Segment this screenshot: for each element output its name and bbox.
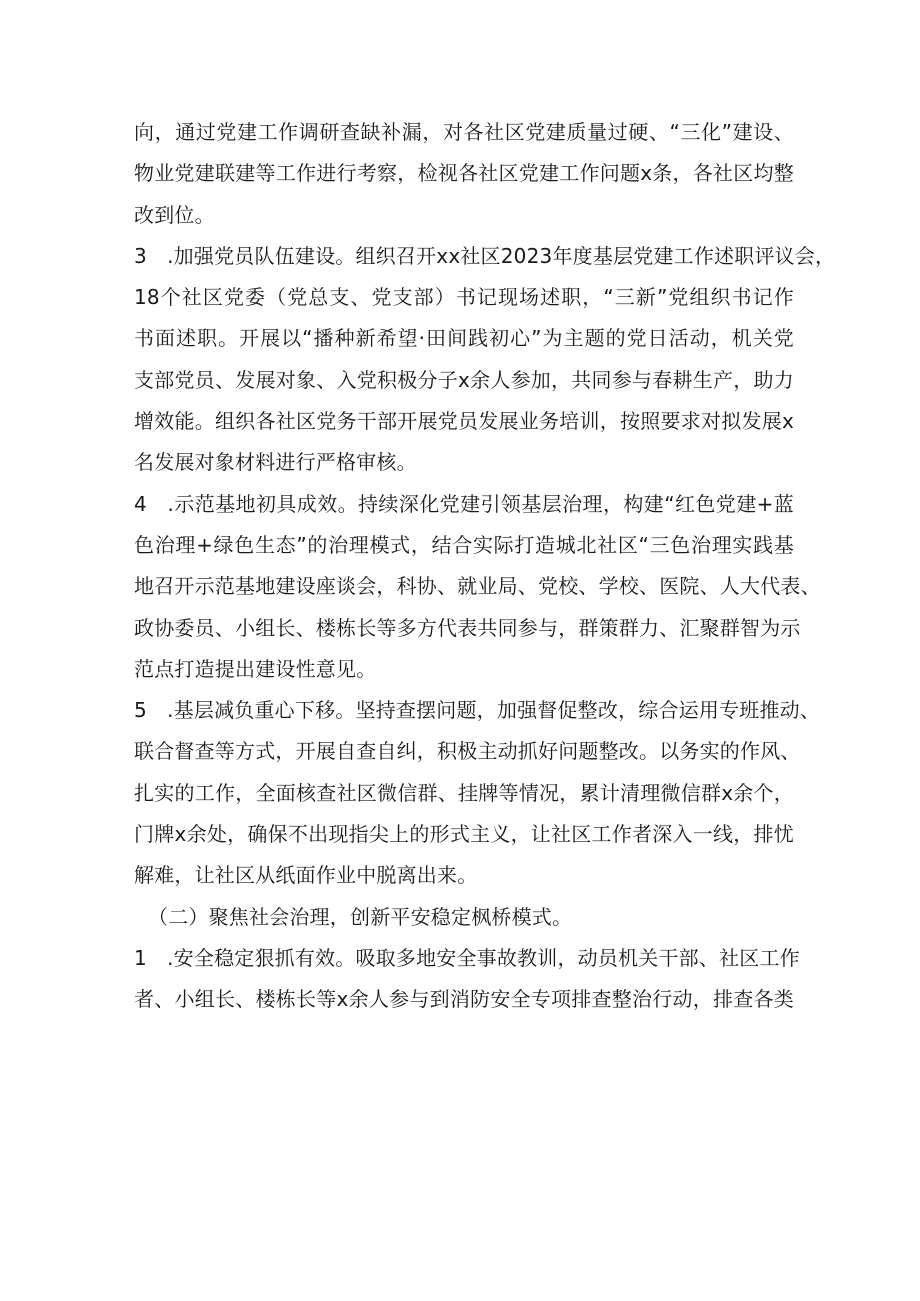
text-line: 1 .安全稳定狠抓有效。吸取多地安全事故教训，动员机关干部、社区工作 (134, 945, 800, 970)
paragraph-item-5 (134, 690, 821, 896)
text-line: 解难，让社区从纸面作业中脱离出来。 (134, 863, 478, 888)
text-line: 范点打造提出建设性意见。 (134, 656, 377, 681)
text-line: 扎实的工作，全面核查社区微信群、挂牌等情况，累计清理微信群x余个， (134, 780, 794, 805)
text-line: 改到位。 (134, 202, 215, 227)
text-line: 4 .示范基地初具成效。持续深化党建引领基层治理，构建“红色党建+蓝 (134, 491, 794, 516)
text-line: 向，通过党建工作调研查缺补漏，对各社区党建质量过硬、“三化”建设、 (134, 120, 794, 144)
text-line: 色治理+绿色生态”的治理模式，结合实际打造城北社区“三色治理实践基 (134, 532, 794, 557)
text-line: 政协委员、小组长、楼栋长等多方代表共同参与，群策群力、汇聚群智为示 (134, 615, 801, 640)
paragraph-item-3 (134, 236, 836, 484)
text-line: 物业党建联建等工作进行考察，检视各社区党建工作问题x条，各社区均整 (134, 161, 794, 186)
heading-line: （二）聚焦社会治理，创新平安稳定枫桥模式。 (148, 904, 573, 929)
section-heading (134, 897, 794, 938)
text-line: 支部党员、发展对象、入党积极分子x余人参加，共同参与春耕生产，助力 (134, 367, 794, 392)
text-line: 者、小组长、楼栋长等x余人参与到消防安全专项排查整治行动，排查各类 (134, 987, 794, 1012)
text-line: 增效能。组织各社区党务干部开展党员发展业务培训，按照要求对拟发展x (134, 409, 794, 434)
text-line: 地召开示范基地建设座谈会，科协、就业局、党校、学校、医院、人大代表、 (134, 574, 821, 599)
text-line: 门牌x余处，确保不出现指尖上的形式主义，让社区工作者深入一线，排忧 (134, 822, 794, 847)
text-line: 3 .加强党员队伍建设。组织召开xx社区2023年度基层党建工作述职评议会， (134, 243, 836, 268)
text-line: 5 .基层减负重心下移。坚持查摆问题，加强督促整改，综合运用专班推动、 (134, 698, 821, 723)
text-line: 书面述职。开展以“播种新希望·田间践初心”为主题的党日活动，机关党 (134, 326, 794, 351)
paragraph-item-1 (134, 938, 800, 1021)
text-line: 联合督查等方式，开展自查自纠，积极主动抓好问题整改。以务实的作风、 (134, 739, 801, 764)
text-line: 18个社区党委（党总支、党支部）书记现场述职，“三新”党组织书记作 (134, 285, 794, 310)
document-body (134, 112, 836, 1021)
text-line: 名发展对象材料进行严格审核。 (134, 450, 417, 475)
paragraph-item-4 (134, 484, 821, 690)
paragraph-continuation (134, 112, 794, 236)
